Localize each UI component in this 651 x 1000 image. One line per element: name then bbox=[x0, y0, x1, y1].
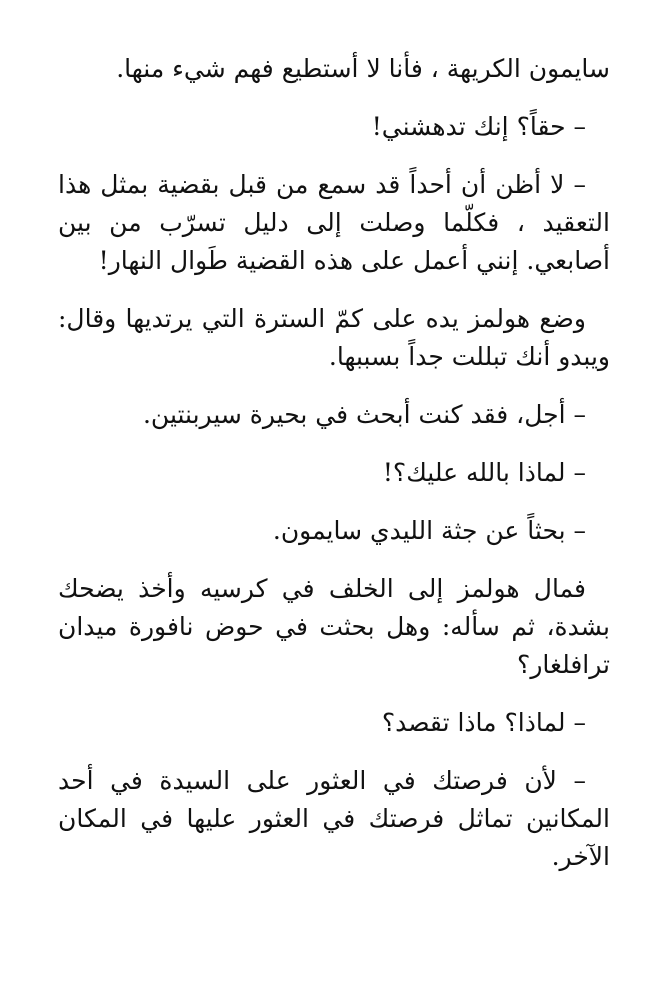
dialogue-line: – لأن فرصتك في العثور على السيدة في أحد المكانين تماثل فرصتك في العثور عليها في المكان الآخر. bbox=[58, 766, 610, 871]
dialogue-line: – لماذا؟ ماذا تقصد؟ bbox=[381, 708, 586, 737]
dialogue-line: – حقاً؟ إنك تدهشني! bbox=[371, 112, 586, 141]
narrative-paragraph: فمال هولمز إلى الخلف في كرسيه وأخذ يضحك بشدة، ثم سأله: وهل بحثت في حوض نافورة ميدان ترافلغار؟ bbox=[58, 574, 610, 679]
narrative-paragraph: وضع هولمز يده على كمّ السترة التي يرتديها وقال: ويبدو أنك تبللت جداً بسببها. bbox=[58, 304, 610, 371]
dialogue-line: – بحثاً عن جثة الليدي سايمون. bbox=[272, 516, 586, 545]
dialogue-line: – أجل، فقد كنت أبحث في بحيرة سيربنتين. bbox=[142, 400, 586, 429]
dialogue-line: – لا أظن أن أحداً قد سمع من قبل بقضية بمثل هذا التعقيد ، فكلّما وصلت إلى دليل تسرّب من بين أصابعي. إنني أعمل على هذه القضية طَوال النهار! bbox=[58, 170, 610, 275]
book-page bbox=[58, 50, 610, 896]
paragraph-continuation: سايمون الكريهة ، فأنا لا أستطيع فهم شيء منها. bbox=[116, 54, 610, 83]
dialogue-line: – لماذا بالله عليك؟! bbox=[382, 458, 586, 487]
